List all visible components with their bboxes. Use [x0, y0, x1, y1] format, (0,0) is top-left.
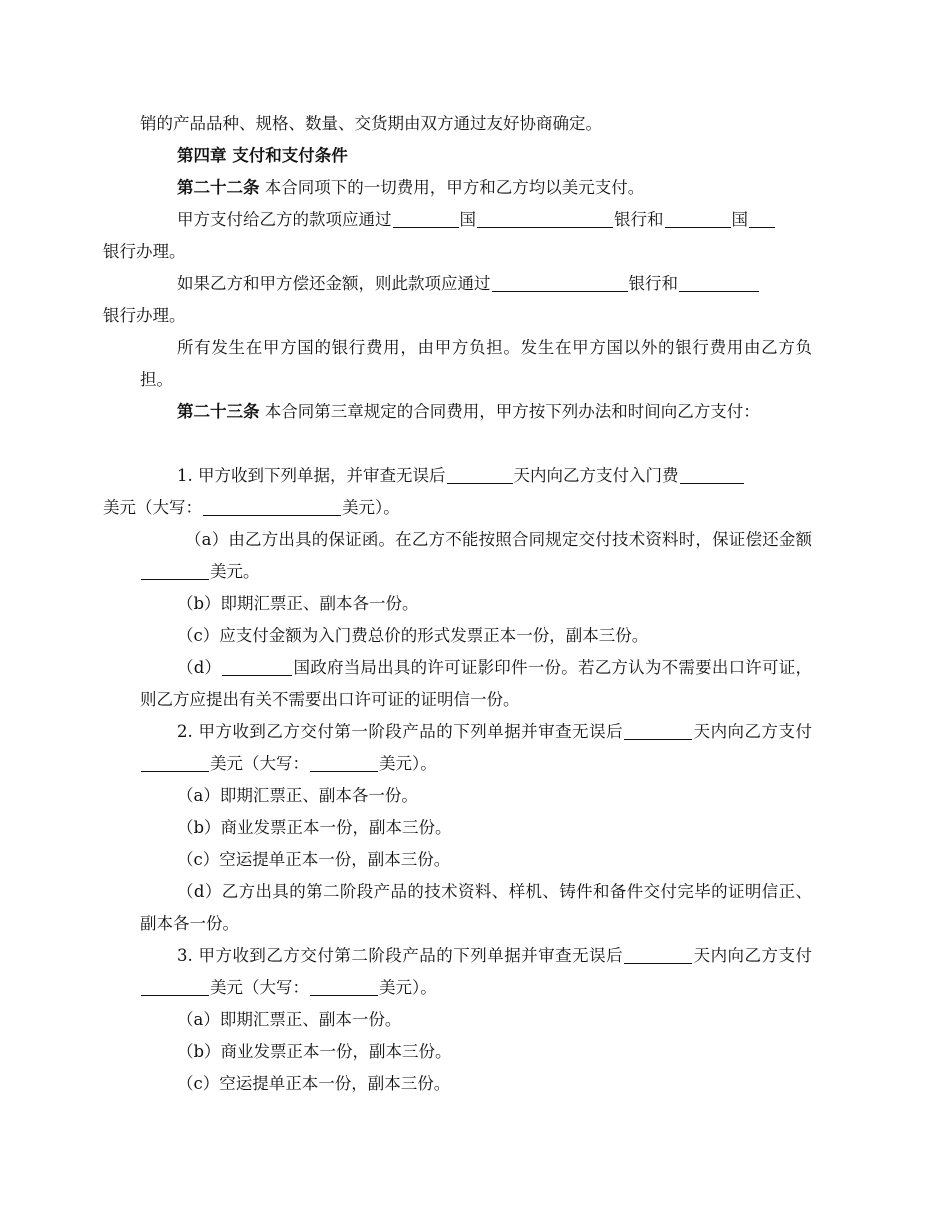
- text-segment: 天内向乙方支付: [693, 946, 812, 965]
- blank-country-1: [393, 209, 459, 228]
- chapter-title: 第四章 支付和支付条件: [177, 146, 348, 165]
- item-1b: [140, 588, 812, 620]
- text-segment: 天内向乙方支付入门费: [513, 466, 679, 485]
- text-segment: （d）乙方出具的第二阶段产品的技术资料、样机、铸件和备件交付完毕的证明信正、副本各一份。: [140, 882, 812, 933]
- text-segment: （d）: [177, 658, 222, 677]
- text-segment: 销的产品品种、规格、数量、交货期由双方通过友好协商确定。: [140, 114, 602, 133]
- text-segment: （c）应支付金额为入门费总价的形式发票正本一份，副本三份。: [177, 626, 649, 645]
- text-segment: 国: [731, 210, 748, 229]
- blank-amount-words-1: [203, 497, 341, 516]
- blank-country-3: [222, 657, 292, 676]
- blank-amount-words-2: [310, 753, 378, 772]
- blank-bank-2: [749, 209, 775, 228]
- article-label: 第二十三条: [177, 402, 260, 421]
- blank-amount-1: [680, 465, 744, 484]
- text-segment: 天内向乙方支付: [693, 722, 812, 741]
- blank-amount-words-3: [310, 977, 378, 996]
- text-segment: 美元（大写：: [210, 978, 309, 997]
- text-segment: 银行办理。: [103, 242, 186, 261]
- text-segment: 2. 甲方收到乙方交付第一阶段产品的下列单据并审查无误后: [177, 722, 624, 741]
- text-segment: 美元）。: [342, 498, 400, 517]
- text-segment: 国: [459, 210, 476, 229]
- blank-country-2: [665, 209, 731, 228]
- item-3a: [140, 1004, 812, 1036]
- item-3b: [140, 1036, 812, 1068]
- text-segment: 银行和: [614, 210, 664, 229]
- paragraph-repayment-bank: [103, 268, 812, 332]
- blank-days-1: [447, 465, 513, 484]
- text-segment: 美元（大写：: [103, 498, 202, 517]
- blank-amount-3: [141, 977, 209, 996]
- text-segment: 美元。: [210, 562, 260, 581]
- blank-bank-1: [477, 209, 613, 228]
- article-22: [140, 172, 812, 204]
- blank-bank-3: [492, 273, 628, 292]
- text-segment: 美元）。: [379, 754, 437, 773]
- text-segment: （c）空运提单正本一份，副本三份。: [177, 1074, 451, 1093]
- item-1d: [140, 652, 812, 716]
- blank-days-2: [624, 721, 692, 740]
- item-1c: [140, 620, 812, 652]
- paragraph-bank-fees: [140, 332, 812, 396]
- item-1: [103, 460, 812, 524]
- item-2d: [140, 876, 812, 940]
- blank-guarantee-amount: [141, 561, 209, 580]
- article-text: 本合同第三章规定的合同费用，甲方按下列办法和时间向乙方支付：: [259, 402, 760, 421]
- text-segment: （a）即期汇票正、副本各一份。: [177, 786, 418, 805]
- article-label: 第二十二条: [177, 178, 260, 197]
- text-segment: 国政府当局出具的许可证影印件一份。若乙方认为不需要出口许可证，则乙方应提出有关不需要出口许可证的证明信一份。: [140, 658, 813, 709]
- blank-days-3: [624, 945, 692, 964]
- text-segment: （b）即期汇票正、副本各一份。: [177, 594, 419, 613]
- item-3: [140, 940, 812, 1004]
- text-segment: 银行和: [628, 274, 678, 293]
- text-segment: 3. 甲方收到乙方交付第二阶段产品的下列单据并审查无误后: [177, 946, 624, 965]
- paragraph-product-terms: [140, 108, 812, 140]
- text-segment: 美元（大写：: [210, 754, 309, 773]
- article-text: 本合同项下的一切费用，甲方和乙方均以美元支付。: [259, 178, 645, 197]
- item-2: [140, 716, 812, 780]
- text-segment: 如果乙方和甲方偿还金额，则此款项应通过: [177, 274, 491, 293]
- blank-bank-4: [679, 273, 759, 292]
- text-segment: 甲方支付给乙方的款项应通过: [177, 210, 392, 229]
- paragraph-payment-bank: [103, 204, 812, 268]
- item-1a: [140, 524, 812, 588]
- article-23: [140, 396, 812, 428]
- text-segment: （b）商业发票正本一份，副本三份。: [177, 1042, 452, 1061]
- text-segment: （a）由乙方出具的保证函。在乙方不能按照合同规定交付技术资料时，保证偿还金额: [185, 530, 812, 549]
- text-segment: 1. 甲方收到下列单据，并审查无误后: [177, 466, 446, 485]
- text-segment: 所有发生在甲方国的银行费用，由甲方负担。发生在甲方国以外的银行费用由乙方负担。: [140, 338, 812, 389]
- text-segment: （b）商业发票正本一份，副本三份。: [177, 818, 452, 837]
- item-2c: [140, 844, 812, 876]
- item-3c: [140, 1068, 812, 1100]
- text-segment: 银行办理。: [103, 306, 186, 325]
- text-segment: 美元）。: [379, 978, 437, 997]
- item-2b: [140, 812, 812, 844]
- text-segment: （c）空运提单正本一份，副本三份。: [177, 850, 451, 869]
- item-2a: [140, 780, 812, 812]
- text-segment: （a）即期汇票正、副本一份。: [177, 1010, 402, 1029]
- blank-amount-2: [141, 753, 209, 772]
- chapter-heading: [140, 140, 812, 172]
